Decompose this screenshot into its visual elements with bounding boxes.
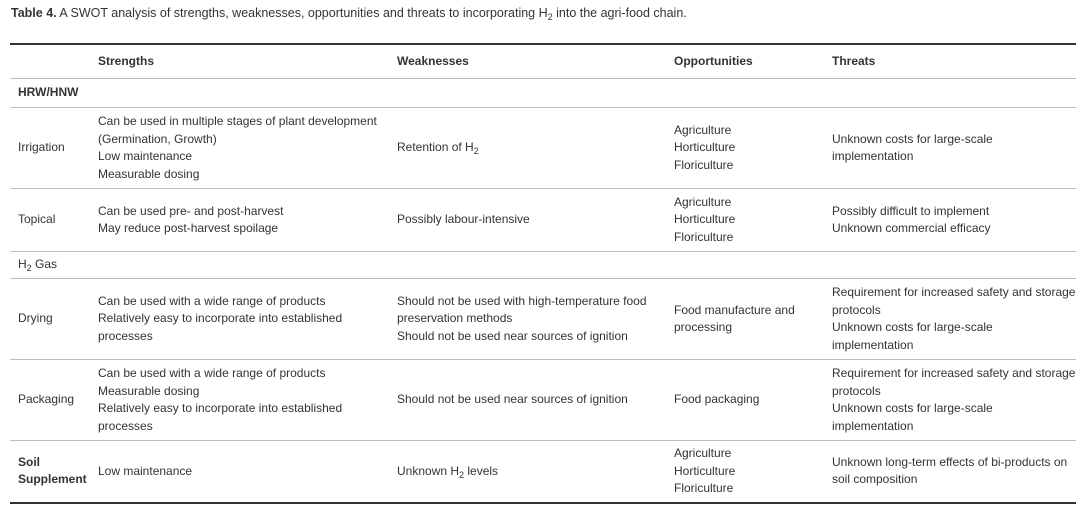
row-label-line: Supplement: [18, 472, 87, 487]
opportunities-cell: [666, 279, 824, 360]
cell-line: processes: [98, 418, 153, 433]
header-opportunities: Opportunities: [674, 53, 753, 68]
cell-line: processes: [98, 328, 153, 343]
header-weaknesses: Weaknesses: [397, 53, 469, 68]
strengths-cell: [90, 279, 389, 360]
table-row-packaging: [10, 360, 1076, 441]
cell-line: preservation methods: [397, 311, 513, 326]
row-label-line: Soil: [18, 454, 41, 469]
cell-line: implementation: [832, 337, 914, 352]
cell-line: protocols: [832, 302, 881, 317]
threats-cell: [824, 279, 1076, 360]
strengths-cell: [90, 189, 389, 252]
threats-cell: [824, 189, 1076, 252]
threats-cell: [824, 360, 1076, 441]
section-label-hrw: HRW/HNW: [18, 85, 79, 100]
cell-line: Should not be used with high-temperature food: [397, 293, 647, 308]
cell-line: Can be used with a wide range of products: [98, 366, 326, 380]
cell-text: Retention of H: [397, 140, 474, 155]
cell-line: processing: [674, 320, 733, 334]
cell-line: Horticulture: [674, 463, 736, 478]
cell-line: Possibly labour-intensive: [397, 212, 530, 227]
cell-line: implementation: [832, 418, 914, 433]
strengths-cell: [90, 108, 389, 189]
cell-line: Can be used in multiple stages of plant development: [98, 114, 377, 128]
cell-line: Low maintenance: [98, 149, 193, 163]
table-row-topical: [10, 189, 1076, 252]
section-gas-prefix: H: [18, 257, 27, 272]
row-label-topical: Topical: [18, 212, 56, 227]
cell-line: Possibly difficult to implement: [832, 203, 990, 218]
cell-line: Requirement for increased safety and storage: [832, 366, 1076, 380]
row-label-packaging: Packaging: [18, 392, 75, 407]
header-strengths: Strengths: [98, 53, 155, 68]
section-gas-subscript: 2: [26, 263, 32, 274]
section-row-gas: [10, 252, 1076, 279]
header-threats: Threats: [832, 53, 876, 68]
opportunities-cell: [666, 360, 824, 441]
cell-line: protocols: [832, 383, 881, 398]
cell-subscript: 2: [473, 146, 479, 157]
cell-line: Unknown costs for large-scale: [832, 131, 993, 146]
section-row-hrw: [10, 79, 1076, 108]
weaknesses-cell: [389, 279, 666, 360]
swot-table: [10, 43, 1076, 504]
opportunities-cell: [666, 108, 824, 189]
strengths-cell: [90, 441, 389, 503]
weaknesses-cell: [389, 441, 666, 503]
cell-line: Requirement for increased safety and storage: [832, 285, 1076, 299]
table-caption: [11, 6, 687, 20]
cell-line: Agriculture: [674, 122, 732, 137]
cell-line: Food manufacture and: [674, 302, 795, 317]
opportunities-cell: [666, 189, 824, 252]
cell-text: Unknown H: [397, 463, 460, 478]
cell-line: Floriculture: [674, 157, 734, 172]
caption-text-end: into the agri-food chain.: [552, 6, 687, 20]
weaknesses-cell: [389, 360, 666, 441]
cell-line: Measurable dosing: [98, 166, 200, 181]
cell-line: soil composition: [832, 472, 918, 487]
cell-line: implementation: [832, 149, 914, 163]
caption-label: Table 4.: [11, 6, 57, 20]
table-row-soil: [10, 441, 1076, 503]
cell-line: May reduce post-harvest spoilage: [98, 221, 279, 235]
cell-text-end: levels: [464, 463, 499, 478]
cell-line: Agriculture: [674, 194, 732, 209]
table-row-irrigation: [10, 108, 1076, 189]
section-gas-suffix: Gas: [31, 257, 58, 272]
cell-line: Relatively easy to incorporate into established: [98, 311, 343, 326]
cell-line: Floriculture: [674, 481, 734, 495]
cell-line: Floriculture: [674, 229, 734, 244]
cell-line: Horticulture: [674, 140, 736, 155]
opportunities-cell: [666, 441, 824, 503]
cell-line: Relatively easy to incorporate into established: [98, 401, 343, 415]
cell-line: Low maintenance: [98, 463, 193, 478]
cell-line: Unknown costs for large-scale: [832, 401, 993, 415]
cell-line: Measurable dosing: [98, 383, 200, 398]
cell-line: Can be used pre- and post-harvest: [98, 203, 284, 218]
table-row-drying: [10, 279, 1076, 360]
cell-line: Agriculture: [674, 446, 732, 460]
cell-line: (Germination, Growth): [98, 131, 217, 146]
row-label-drying: Drying: [18, 311, 53, 326]
cell-line: Can be used with a wide range of products: [98, 293, 326, 308]
caption-subscript: 2: [547, 12, 553, 22]
cell-line: Horticulture: [674, 212, 736, 227]
header-empty: [10, 44, 90, 79]
cell-line: Unknown commercial efficacy: [832, 221, 991, 235]
cell-line: Food packaging: [674, 392, 760, 407]
cell-line: Should not be used near sources of ignition: [397, 328, 628, 343]
row-label-soil: [10, 441, 90, 503]
caption-text: A SWOT analysis of strengths, weaknesses, opportunities and threats to incorporating H: [56, 6, 548, 20]
threats-cell: [824, 441, 1076, 503]
weaknesses-cell: [389, 189, 666, 252]
row-label-irrigation: Irrigation: [18, 140, 65, 155]
strengths-cell: [90, 360, 389, 441]
threats-cell: [824, 108, 1076, 189]
weaknesses-cell: [389, 108, 666, 189]
header-row: [10, 44, 1076, 79]
cell-line: Unknown costs for large-scale: [832, 320, 993, 334]
section-label-gas: [10, 252, 1076, 279]
cell-line: Should not be used near sources of ignition: [397, 392, 628, 407]
cell-line: Unknown long-term effects of bi-products on: [832, 454, 1068, 469]
cell-subscript: 2: [459, 469, 465, 480]
